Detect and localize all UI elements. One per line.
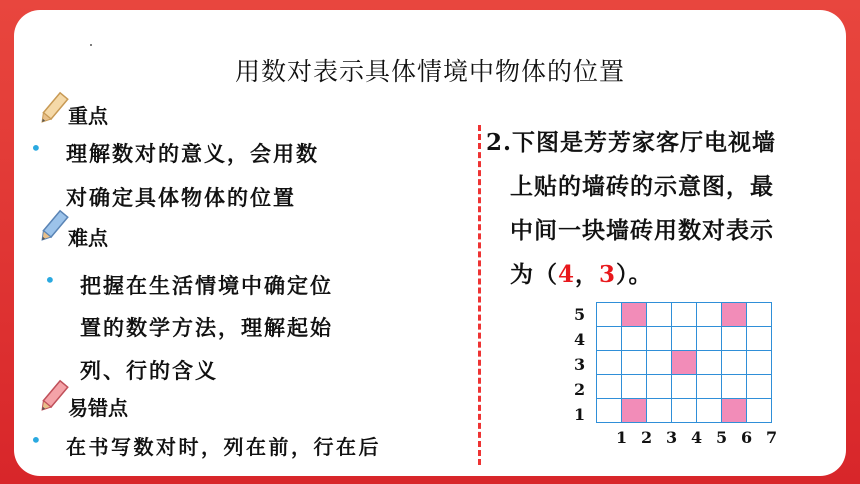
tile	[646, 374, 672, 399]
tile	[646, 302, 672, 327]
tile	[696, 398, 722, 423]
tile	[596, 398, 622, 423]
tile	[596, 302, 622, 327]
key-point-label: 重点	[68, 104, 108, 128]
question-line-4	[510, 256, 653, 289]
tile	[671, 326, 697, 351]
tile	[621, 350, 647, 375]
tile	[746, 398, 772, 423]
tile	[746, 326, 772, 351]
answer-row: 3	[599, 261, 617, 288]
tile	[721, 350, 747, 375]
column-label: 3	[666, 428, 678, 447]
bullet-icon: •	[44, 268, 56, 292]
pencil-icon	[36, 208, 70, 246]
page-title: 用数对表示具体情境中物体的位置	[234, 57, 625, 86]
content-panel	[14, 10, 846, 476]
answer-comma: ，	[575, 261, 600, 288]
difficult-point-line-1: 把握在生活情境中确定位	[80, 273, 333, 298]
error-point-label: 易错点	[68, 396, 128, 420]
column-label: 6	[741, 428, 753, 447]
tile	[596, 374, 622, 399]
tile	[646, 398, 672, 423]
tile	[646, 326, 672, 351]
bullet-icon: •	[30, 428, 42, 452]
tile	[721, 374, 747, 399]
highlighted-tile	[621, 398, 647, 423]
tile	[621, 326, 647, 351]
row-label: 2	[574, 380, 586, 399]
question-line-2: 上贴的墙砖的示意图，最	[510, 173, 774, 200]
row-label: 5	[574, 305, 586, 324]
tile	[646, 350, 672, 375]
column-label: 7	[766, 428, 778, 447]
answer-column: 4	[558, 261, 576, 288]
difficult-point-line-2: 置的数学方法，理解起始	[80, 315, 333, 340]
key-point-line-1: 理解数对的意义，会用数	[66, 141, 319, 166]
tile	[671, 398, 697, 423]
tile	[696, 326, 722, 351]
pencil-icon	[36, 378, 70, 416]
tile	[721, 326, 747, 351]
tile	[746, 302, 772, 327]
tile	[671, 374, 697, 399]
question-line-1: 2.下图是芳芳家客厅电视墙	[486, 129, 777, 156]
difficult-point-label: 难点	[68, 226, 108, 250]
tile	[746, 350, 772, 375]
error-point-line-1: 在书写数对时，列在前，行在后	[66, 435, 381, 459]
tile	[696, 302, 722, 327]
highlighted-tile	[721, 398, 747, 423]
answer-suffix: ）。	[616, 261, 653, 288]
highlighted-tile	[721, 302, 747, 327]
tile	[596, 350, 622, 375]
column-label: 2	[641, 428, 653, 447]
row-label: 3	[574, 355, 586, 374]
bullet-icon: •	[30, 136, 42, 160]
key-point-line-2: 对确定具体物体的位置	[66, 185, 296, 210]
tile	[671, 302, 697, 327]
tile	[746, 374, 772, 399]
dashed-divider	[478, 125, 481, 465]
column-label: 1	[616, 428, 628, 447]
pencil-icon	[36, 90, 70, 128]
tile	[696, 350, 722, 375]
column-label: 4	[691, 428, 703, 447]
tile	[696, 374, 722, 399]
tile	[596, 326, 622, 351]
difficult-point-line-3: 列、行的含义	[80, 358, 218, 383]
dot-mark	[90, 44, 92, 46]
highlighted-tile	[671, 350, 697, 375]
row-label: 1	[574, 405, 586, 424]
highlighted-tile	[621, 302, 647, 327]
row-label: 4	[574, 330, 586, 349]
column-label: 5	[716, 428, 728, 447]
question-line-3: 中间一块墙砖用数对表示	[510, 217, 774, 244]
tile	[621, 374, 647, 399]
answer-prefix: 为（	[510, 261, 558, 288]
